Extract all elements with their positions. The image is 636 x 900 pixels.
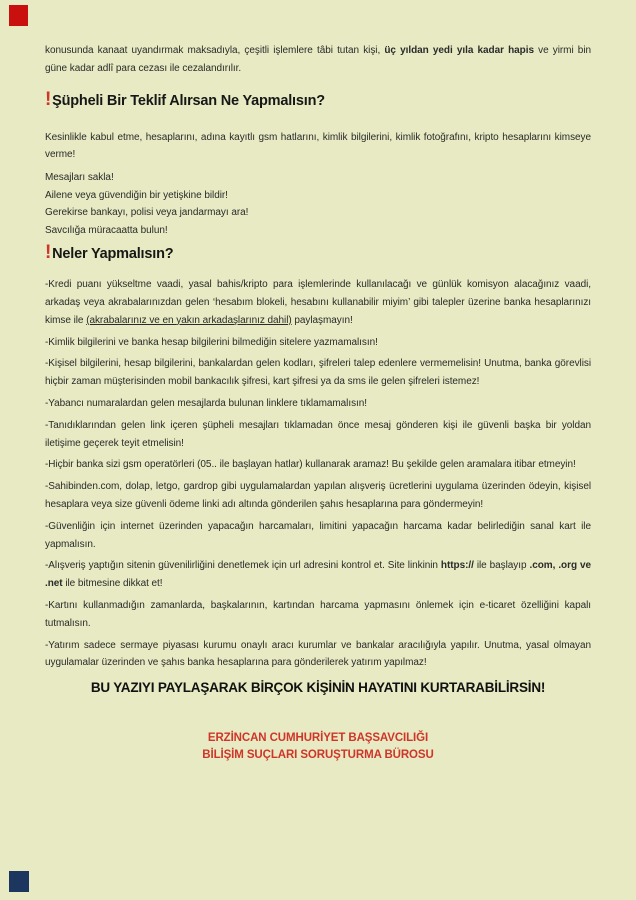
guideline-list <box>45 276 591 672</box>
section-offer-heading <box>45 90 591 112</box>
guideline-item: -Yabancı numaralardan gelen mesajlarda bulunan linklere tıklamamalısın! <box>45 397 367 409</box>
action-line: Savcılığa müracaatta bulun! <box>45 224 168 236</box>
flyer-content <box>45 42 591 764</box>
guideline-item: -Yatırım sadece sermaye piyasası kurumu onaylı aracı kurumlar ve bankalar aracılığıyla yapılır. Unutma, yasal olmayan uygulamalar üzerinden ve şahıs banka hesaplarına para gönderilerek yatırım yapılmaz! <box>45 639 591 669</box>
red-exclamation-icon: ! <box>45 242 52 264</box>
guideline-item: -Kartını kullanmadığın zamanlarda, başkalarının, kartından harcama yapmasını önlemek için e-ticaret özelliğini kapalı tutmalısın. <box>45 599 591 629</box>
guideline-item: -Kişisel bilgilerini, hesap bilgilerini, bankalardan gelen kodları, şifreleri talep edenlere vermemelisin! Unutma, banka görevlisi hiçbir zaman müşterisinden mobil bankacılık şifresi, kart şifresi ya da sms ile gelen şifreleri istemez! <box>45 358 591 388</box>
guideline-item: -Alışveriş yaptığın sitenin güvenilirliğini denetlemek için url adresini kontrol et. Site linkinin https:// ile başlayıp .com, .org ve .net ile bitmesine dikkat et! <box>45 560 592 590</box>
section-todo-title: Neler Yapmalısın? <box>52 246 174 263</box>
share-banner: BU YAZIYI PAYLAŞARAK BİRÇOK KİŞİNİN HAYATINI KURTARABİLİRSİN! <box>90 680 546 696</box>
footer-line-1: ERZİNCAN CUMHURİYET BAŞSAVCILIĞI <box>207 732 429 745</box>
footer-line-2: BİLİŞİM SUÇLARI SORUŞTURMA BÜROSU <box>202 749 434 762</box>
section-todo-heading <box>45 243 591 265</box>
offer-paragraph: Kesinlikle kabul etme, hesaplarını, adına kayıtlı gsm hatlarını, kimlik bilgilerini, kimlik fotoğrafını, kripto hesaplarını kimseye verme! <box>45 131 591 161</box>
footer-office <box>45 730 591 764</box>
red-exclamation-icon: ! <box>45 88 52 110</box>
intro-paragraph: konusunda kanaat uyandırmak maksadıyla, çeşitli işlemlere tâbi tutan kişi, üç yıldan yedi yıla kadar hapis ve yirmi bin güne kadar adlî para cezası ile cezalandırılır. <box>45 45 591 74</box>
action-line: Mesajları sakla! <box>45 172 114 184</box>
top-left-red-square <box>9 5 28 26</box>
section-offer-title: Şüpheli Bir Teklif Alırsan Ne Yapmalısın? <box>52 92 325 109</box>
guideline-item: -Kredi puanı yükseltme vaadi, yasal bahis/kripto para işlemlerinde kullanılacağı ve günlük komisyon alacağınız vaadi, arkadaş veya akrabalarınızdan gelen ‘hesabım blokeli, hesabını kullanabilir miyim’ gibi talepler üzerine banka hesaplarınızı kimse ile (akrabalarınız ve en yakın arkadaşlarınız dahil) paylaşmayın! <box>45 279 591 326</box>
guideline-item: -Sahibinden.com, dolap, letgo, gardrop gibi uygulamalardan yapılan alışveriş ücretlerini uygulama üzerinden ödeyin, kişisel hesaplara veya size güvenli ödeme linki adı altında gönderilen şahıs hesaplarına para göndermeyin! <box>45 481 591 510</box>
guideline-item: -Kimlik bilgilerini ve banka hesap bilgilerini bilmediğin sitelere yazmamalısın! <box>45 336 378 348</box>
bottom-left-navy-square <box>9 871 29 892</box>
action-lines <box>45 169 591 239</box>
guideline-item: -Hiçbir banka sizi gsm operatörleri (05.. ile başlayan hatlar) kullanarak aramaz! Bu şekilde gelen aramalara itibar etmeyin! <box>45 459 576 471</box>
guideline-item: -Güvenliğin için internet üzerinden yapacağın harcamaları, limitini yapacağın harcama kadar belirlediğin sanal kart ile yapmalısın. <box>45 520 591 550</box>
action-line: Gerekirse bankayı, polisi veya jandarmayı ara! <box>45 207 249 219</box>
action-line: Ailene veya güvendiğin bir yetişkine bildir! <box>45 189 228 201</box>
guideline-item: -Tanıdıklarından gelen link içeren şüpheli mesajları tıklamadan önce mesaj gönderen kişi ile güvenli başka bir yoldan iletişime geçerek teyit etmelisin! <box>45 419 591 449</box>
